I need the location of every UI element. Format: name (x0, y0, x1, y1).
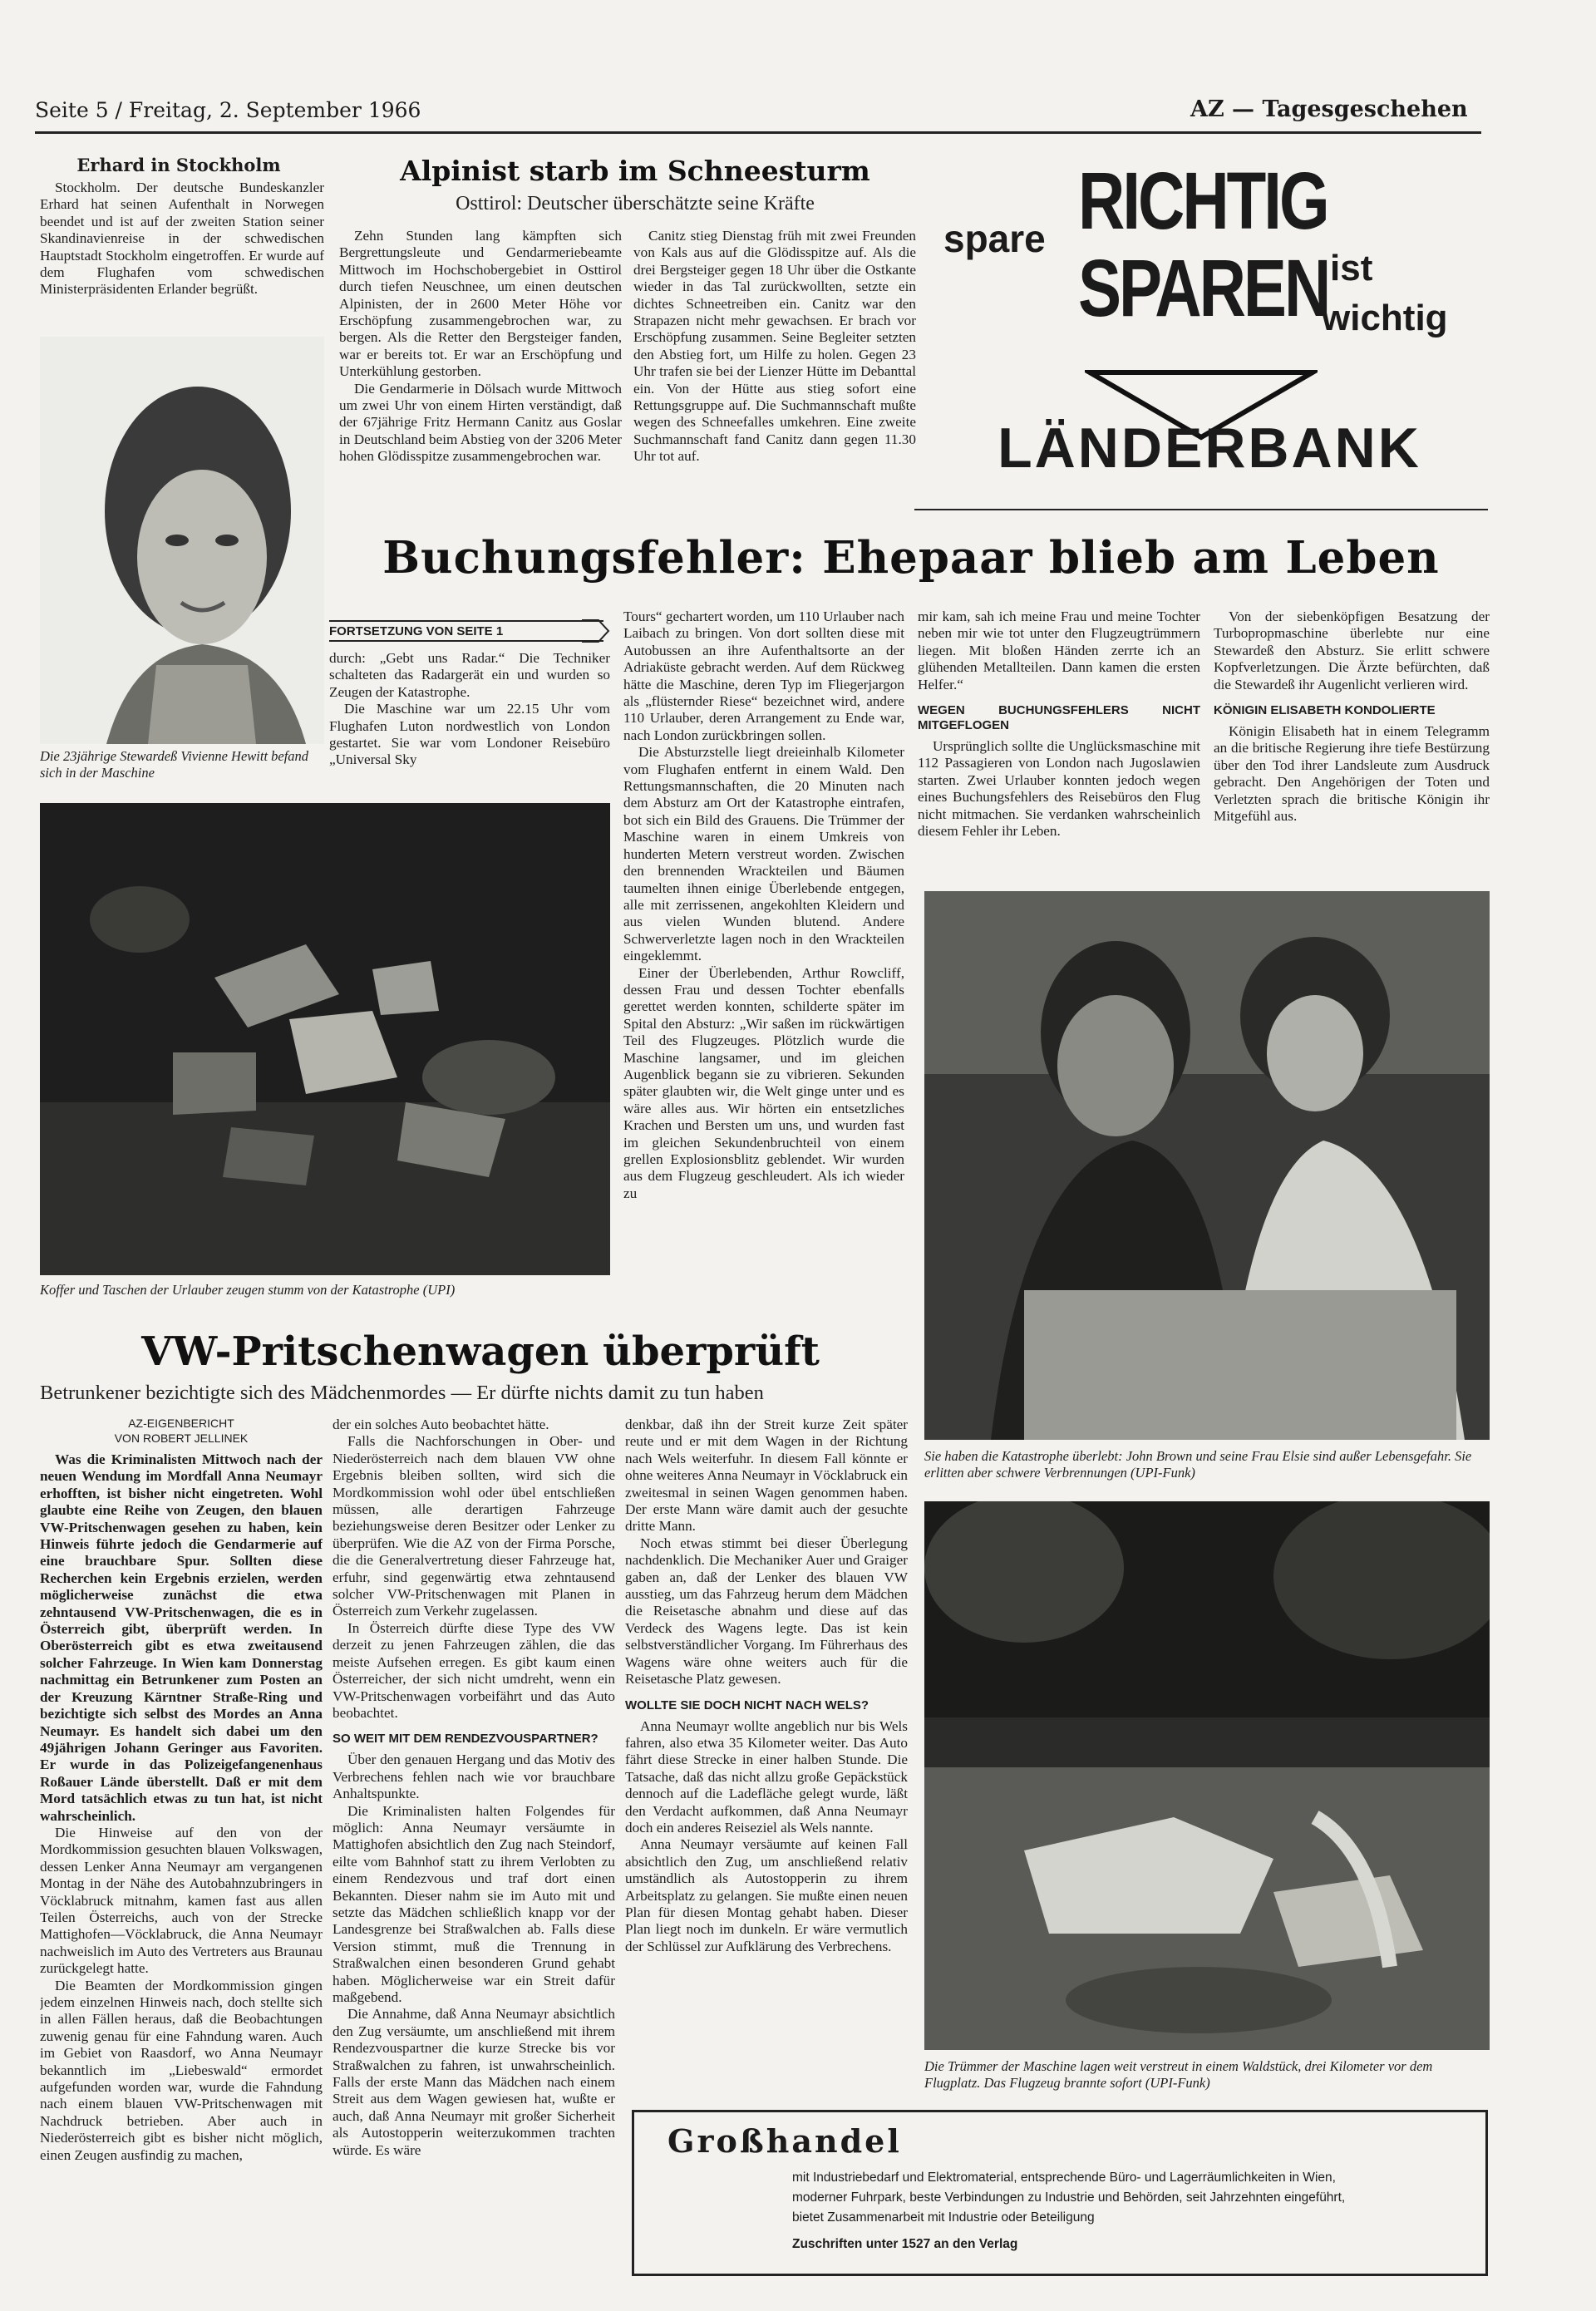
grosshandel-line-3: bietet Zusammenarbeit mit Industrie oder Beteiligung (792, 2210, 1095, 2225)
vw-col3-subhead: WOLLTE SIE DOCH NICHT NACH WELS? (625, 1698, 869, 1712)
buchung-col4: Von der siebenköpfigen Besatzung der Turbopropmaschine überlebte nur eine Stewardeß den Absturz. Sie erlitt schwere Kopfverletzungen. Die Ärzte befürchten, daß die Stewardeß ihr Augenlicht verlieren wird. KÖNIGIN ELISABETH KONDOLIERTE Königin Elisabeth hat in einem Telegramm an die britische Regierung ihre tiefe Bestürzung über den Tod ihrer Landsleute zum Ausdruck gebracht. Den Angehörigen der Toten und Verletzten sprach die britische Königin ihr Mitgefühl aus. (1214, 609, 1490, 825)
vw-col1: Was die Kriminalisten Mittwoch nach der neuen Wendung im Mordfall Anna Neumayr erhofften, ist bisher nicht eingetreten. Wohl glaubte eine Reihe von Zeugen, den blauen VW-Pritschenwagen gesehen zu haben, kein Hinweis führte jedoch die Gendarmerie auf eine brauchbare Spur. Sollten diese Recherchen kein Ergebnis erzielen, werden möglicherweise zunächst die etwa zehntausend VW-Pritschenwagen, die es in Österreich gibt, überprüft werden. In Oberösterreich gibt es etwa zweitausend solcher Fahrzeuge. In Wien kam Donnerstag nachmittag ein Betrunkener zum Posten an der Kreuzung Kärntner Straße-Ring und bezichtigte sich selbst des Mordes an Anna Neumayr. Es handelt sich dabei um den 49jährigen Johann Geringer aus Favoriten. Er wurde in das Polizeigefangenenhaus Roßauer Lände überstellt. Daß er mit dem Mord tatsächlich etwas zu tun hat, ist nicht wahrscheinlich. Die Hinweise auf den von der Mordkommission gesuchten blauen Volkswagen, dessen Lenker Anna Neumayr am vergangenen Montag in der Nähe des Autobahnzubringers in Vöcklabruck mitnahm, kamen fast aus allen Teilen Österreichs, auch von der Strecke Mattighofen—Vöcklabruck, die Anna Neumayr nachweislich im Auto des Vertreters aus Braunau zurückgelegt hatte. Die Beamten der Mordkommission gingen jedem einzelnen Hinweis nach, doch stellte sich in allen Fällen heraus, daß die Beobachtungen zuwenig genau für eine Fahndung waren. Auch im Gebiet von Raasdorf, wo Anna Neumayr bekanntlich im „Liebeswald“ ermordet aufgefunden worden war, wurde die Fahndung nach einem blauen VW-Pritschenwagen mit Nachdruck betrieben. Aber auch in Niederösterreich gibt es bisher nicht möglich, einen Zeugen ausfindig zu machen, (40, 1451, 323, 2163)
alpinist-col2: Canitz stieg Dienstag früh mit zwei Freunden von Kals aus auf die Glödisspitze auf. Als die drei Bergsteiger gegen 18 Uhr über die Ostkante wieder in das Tal zurückwollten, setzte ein dichtes Schneetreiben ein. Canitz war den Strapazen nicht mehr gewachsen. Er brach vor Erschöpfung zusammen. Seine Begleiter setzten den Abstieg fort, um Hilfe zu holen. Gegen 23 Uhr trafen sie bei der Lienzer Hütte im Debanttal ein. Von der Hütte aus stieg sofort eine Rettungsgruppe auf. Die Suchmannschaft mußte wegen des Schneefalles umkehren. Eine zweite Suchmannschaft fand Canitz dann gegen 11.30 Uhr tot auf. (633, 228, 916, 465)
ad-richtig: RICHTIG (1078, 155, 1328, 247)
grosshandel-line-1: mit Industriebedarf und Elektromaterial, entsprechende Büro- und Lagerräumlichkeiten in Wien, (792, 2171, 1336, 2185)
vw-byline-1: AZ-EIGENBERICHT (128, 1417, 234, 1430)
alpinist-col1: Zehn Stunden lang kämpften sich Bergrettungsleute und Gendarmeriebeamte Mittwoch im Hochschobergebiet in Osttirol durch tiefen Neuschnee, um einen deutschen Alpinisten, der in 2600 Meter Höhe vor Erschöpfung zusammengebrochen war, zu bergen. Als die Retter den Bergsteiger fanden, war er bereits tot. Er war an Erschöpfung und Unterkühlung gestorben. Die Gendarmerie in Dölsach wurde Mittwoch um zwei Uhr von einem Hirten verständigt, daß der 67jährige Fritz Hermann Canitz aus Goslar in Deutschland beim Abstieg von der 3206 Meter hohen Glödisspitze zusammengebrochen war. (339, 228, 622, 465)
vw-col2: der ein solches Auto beobachtet hätte. Falls die Nachforschungen in Ober- und Niederösterreich nach dem blauen VW ohne Ergebnis bleiben sollten, wird sich die Mordkommission wohl oder übel entschließen müssen, alle derartigen Fahrzeuge beziehungsweise deren Besitzer oder Lenker zu überprüfen. Wie die AZ von der Firma Porsche, die die Generalvertretung dieser Fahrzeuge hat, erfuhr, sind gegenwärtig etwa zehntausend solcher VW-Pritschenwagen mit Planen in Österreich zum Verkehr zugelassen. In Österreich dürfte diese Type des VW derzeit zu jenen Fahrzeugen zählen, die das meiste Aufsehen erregen. Es gibt kaum einen Österreicher, der sich nicht umdreht, wenn ein VW-Pritschenwagen vorbeifährt und das Auto beobachtet. SO WEIT MIT DEM RENDEZVOUSPARTNER? Über den genauen Hergang und das Motiv des Verbrechens fehlen nach wie vor brauchbare Anhaltspunkte. Die Kriminalisten halten Folgendes für möglich: Anna Neumayr versäumte in Mattighofen absichtlich den Zug nach Steindorf, eilte vom Bahnhof statt zu ihrem Verlobten zu einem Rendezvous und traf dort einen Bekannten. Dieser nahm sie im Auto mit und setzte das Mädchen schließlich knapp vor der Landesgrenze bei Straßwalchen ab. Falls diese Version stimmt, muß die Trennung in Straßwalchen einen besonderen Grund gehabt haben. Möglicherweise war ein Streit dafür maßgebend. Die Annahme, daß Anna Neumayr absichtlich den Zug versäumte, um anschließend mit ihrem Rendezvouspartner die kurze Strecke bis vor Straßwalchen zu fahren, ist unwahrscheinlich. Falls der erste Mann das Mädchen nach einem Streit aus dem Wagen gewiesen hat, wußte er auch, daß Anna Neumayr mit großer Sicherheit als Autostopperin weiterzukommen trachten würde. Es wäre (332, 1417, 615, 2158)
grosshandel-line-4: Zuschriften unter 1527 an den Verlag (792, 2237, 1018, 2251)
buchung-col3-subhead: WEGEN BUCHUNGSFEHLERS NICHT MITGEFLOGEN (918, 703, 1200, 733)
grosshandel-line-2: moderner Fuhrpark, beste Verbindungen zu Industrie und Behörden, seit Jahrzehnten eingeführt, (792, 2190, 1346, 2205)
vw-col2-subhead: SO WEIT MIT DEM RENDEZVOUSPARTNER? (332, 1732, 598, 1747)
buchung-col4-subhead: KÖNIGIN ELISABETH KONDOLIERTE (1214, 703, 1436, 718)
ad-sparen: SPAREN (1078, 242, 1329, 334)
section-title: AZ — Tagesgeschehen (1190, 96, 1468, 122)
stewardess-caption: Die 23jährige Stewardeß Vivienne Hewitt befand sich in der Maschine (40, 748, 309, 781)
buchung-col2: Tours“ gechartert worden, um 110 Urlauber nach Laibach zu bringen. Von dort sollten diese mit Autobussen an ihre Aufenthaltsorte an der Adriaküste gebracht werden. Auf dem Rückweg hätte die Maschine, deren Typ im Fliegerjargon als „flüsternder Riese“ bezeichnet wird, andere 110 Urlauber, deren Arrangement zu Ende war, nach London zurückbringen sollen. Die Absturzstelle liegt dreieinhalb Kilometer vom Flughafen entfernt in einem Wald. Den Rettungsmannschaften, die 20 Minuten nach dem Absturz am Ort der Katastrophe eintrafen, bot sich ein Bild des Grauens. Die Trümmer der Maschine waren in einem Umkreis von hunderten Metern verstreut worden. Zwischen den brennenden Wrackteilen und Bäumen taumelten ihnen einige Überlebende entgegen, alle mit zerrissenen, angekohlten Kleidern und aus vielen Wunden blutend. Andere Schwerverletzte lagen noch in den Wrackteilen eingeklemmt. Einer der Überlebenden, Arthur Rowcliff, dessen Frau und dessen Tochter ebenfalls gerettet werden konnten, schilderte später im Spital den Absturz: „Wir saßen im rückwärtigen Teil des Flugzeuges. Plötzlich wurde die Maschine langsamer, und im gleichen Augenblick begann sie zu vibrieren. Sekunden später glaubten wir, die Welt ginge unter und es wäre alles aus. Wir hörten ein entsetzliches Krachen und Bersten um uns, und wurden fast im gleichen Sekundenbruchteil von einem grellen Explosionsblitz geblendet. Wir wurden aus dem Flugzeug geschleudert. Als ich wieder zu (623, 609, 904, 1201)
masthead-rule (35, 131, 1481, 134)
stewardess-photo (40, 337, 324, 744)
ad-bank-name: LÄNDERBANK (998, 416, 1421, 480)
laenderbank-ad[interactable] (919, 150, 1492, 515)
wreck-caption: Die Trümmer der Maschine lagen weit verstreut in einem Waldstück, drei Kilometer vor dem Flugplatz. Das Flugzeug brannte sofort (UPI-Funk) (924, 2058, 1433, 2091)
luggage-caption: Koffer und Taschen der Urlauber zeugen stumm von der Katastrophe (UPI) (40, 1282, 456, 1298)
ad-ist: ist (1330, 248, 1373, 288)
continued-arrow-icon (582, 618, 610, 643)
erhard-text: Stockholm. Der deutsche Bundeskanzler Erhard hat seinen Aufenthalt in Norwegen beendet und ist auf der zweiten Station seiner Skandinavienreise in der schwedischen Hauptstadt Stockholm eingetroffen. Er wurde auf dem Flughafen vom schwedischen Ministerpräsidenten Erlander begrüßt. (40, 180, 324, 298)
buchung-col3: mir kam, sah ich meine Frau und meine Tochter neben mir wie tot unter den Flugzeugtrümmern liegen. Mit bloßen Händen zerrte ich an glühenden Metallteilen. Dann kamen die ersten Helfer.“ WEGEN BUCHUNGSFEHLERS NICHT MITGEFLOGEN Ursprünglich sollte die Unglücksmaschine mit 112 Passagieren von London nach Jugoslawien starten. Zwei Urlauber konnten jedoch wegen eines Buchungsfehlers des Reisebüros den Flug nicht mitmachen. Sie verdanken wahrscheinlich diesem Fehler ihr Leben. (918, 609, 1200, 840)
ad-wichtig: wichtig (1322, 298, 1448, 338)
page-date: Seite 5 / Freitag, 2. September 1966 (35, 98, 421, 122)
vw-subheadline: Betrunkener bezichtigte sich des Mädchenmordes — Er dürfte nichts damit zu tun haben (40, 1382, 764, 1404)
couple-caption: Sie haben die Katastrophe überlebt: John Brown und seine Frau Elsie sind außer Lebensgefahr. Sie erlitten aber schwere Verbrennungen (UPI-Funk) (924, 1448, 1472, 1481)
erhard-title: Erhard in Stockholm (76, 155, 281, 175)
buchung-top-rule (914, 509, 1488, 510)
wreck-photo (924, 1501, 1490, 2050)
luggage-photo (40, 803, 610, 1275)
grosshandel-ad[interactable] (632, 2110, 1488, 2276)
ad-spare: spare (943, 217, 1046, 260)
couple-photo (924, 891, 1490, 1440)
buchung-headline: Buchungsfehler: Ehepaar blieb am Leben (382, 532, 1440, 584)
buchung-col1: durch: „Gebt uns Radar.“ Die Techniker schalteten das Radargerät ein und wurden so Zeugen der Katastrophe. Die Maschine war um 22.15 Uhr vom Flughafen Luton nordwestlich von London gestartet. Sie war vom Londoner Reisebüro „Universal Sky (329, 650, 610, 768)
vw-col3: denkbar, daß ihn der Streit kurze Zeit später reute und er mit dem Wagen in der Richtung nach Wels weiterfuhr. In diesem Fall könnte er ohne weiteres Anna Neumayr in Vöcklabruck ein zweitesmal in seinen Wagen genommen haben. Der erste Mann wäre damit auch der gesuchte dritte Mann. Noch etwas stimmt bei dieser Überlegung nachdenklich. Die Mechaniker Auer und Graiger gaben an, daß der Lenker des blauen VW ausstieg, um das Fahrzeug herum dem Mädchen die Reisetasche abnahm und diese auf das Verdeck des Wagens legte. Das ist kein selbstverständlicher Vorgang. Im Führerhaus des Wagens wäre ohne weiters auch für die Reisetasche Platz gewesen. WOLLTE SIE DOCH NICHT NACH WELS? Anna Neumayr wollte angeblich nur bis Wels fahren, also etwa 35 Kilometer weiter. Das Auto fährt diese Strecke in einer halben Stunde. Die Tatsache, daß das nicht allzu große Gepäckstück dennoch auf die Ladefläche gelegt wurde, läßt den Verdacht aufkommen, daß Anna Neumayr doch ein anderes Reiseziel als Wels nannte. Anna Neumayr versäumte auf keinen Fall absichtlich den Zug, um anschließend relativ umständlich als Autostopperin zu ihrem Arbeitsplatz zu gelangen. Sie mußte einen neuen Plan für diesen Montag gehabt haben. Dieser Plan liegt noch im dunkeln. Er wäre vermutlich der Schlüssel zur Aufklärung des Verbrechens. (625, 1417, 908, 1954)
vw-byline-2: VON ROBERT JELLINEK (114, 1431, 249, 1445)
grosshandel-title: Großhandel (667, 2122, 902, 2160)
continued-label: FORTSETZUNG VON SEITE 1 (329, 620, 603, 642)
vw-headline: VW-Pritschenwagen überprüft (141, 1328, 820, 1375)
alpinist-subheadline: Osttirol: Deutscher überschätzte seine Kräfte (456, 193, 815, 214)
alpinist-headline: Alpinist starb im Schneesturm (400, 155, 870, 187)
